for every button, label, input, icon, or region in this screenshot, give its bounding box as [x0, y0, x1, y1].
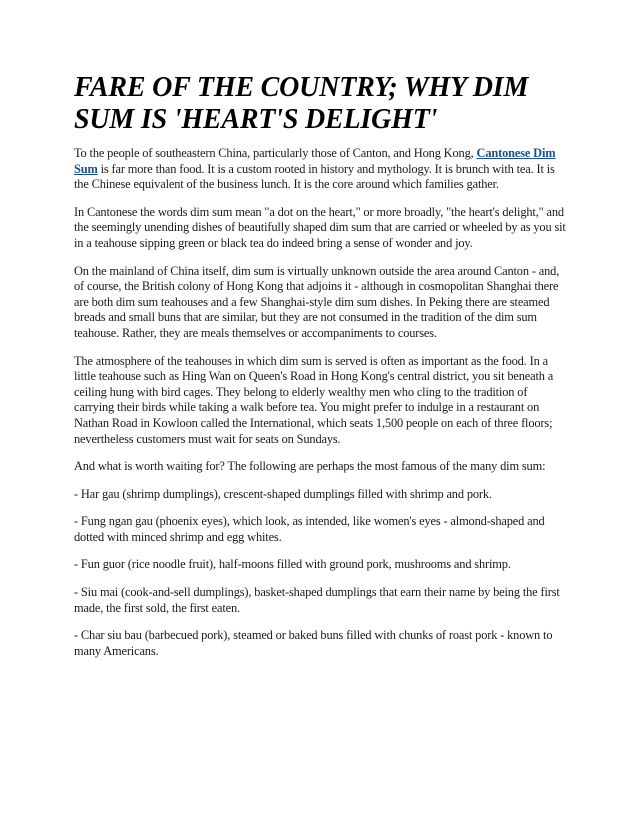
- list-item-har-gau: - Har gau (shrimp dumplings), crescent-shaped dumplings filled with shrimp and pork.: [74, 486, 492, 501]
- cantonese-dim-sum-link[interactable]: Cantonese Dim Sum: [74, 146, 556, 176]
- paragraph-atmosphere: The atmosphere of the teahouses in which dim sum is served is often as important as the food. In a little teahouse such as Hing Wan on Queen's Road in Hong Kong's central district, you sit beneath a ceiling hung with bird cages. They belong to elderly wealthy men who cling to the tradition of carrying their birds while taking a walk before tea. You might prefer to indulge in a restaurant on Nathan Road in Kowloon called the International, which seats 1,500 people on each of three floors; nevertheless customers must wait for seats on Sundays.: [74, 353, 554, 446]
- intro-paragraph: [74, 146, 570, 193]
- list-item-char-siu-bau: - Char siu bau (barbecued pork), steamed or baked buns filled with chunks of roast pork - known to many Americans.: [74, 628, 553, 658]
- paragraph-mainland: On the mainland of China itself, dim sum is virtually unknown outside the area around Canton - and, of course, the British colony of Hong Kong that adjoins it - although in cosmopolitan Shanghai there are both dim sum teahouses and a few Shanghai-style dim sum dishes. In Peking there are steamed breads and small buns that are similar, but they are not consumed in the tradition of the dim sum teahouse. Rather, they are meals themselves or accompaniments to courses.: [74, 263, 560, 340]
- intro-text-start: To the people of southeastern China, particularly those of Canton, and Hong Kong,: [74, 146, 477, 160]
- paragraph-meaning: In Cantonese the words dim sum mean "a dot on the heart," or more broadly, "the heart's delight," and the seemingly unending dishes of beautifully shaped dim sum that are carried or wheeled by as you sit in a teahouse sipping green or black tea do indeed bring a sense of wonder and joy.: [74, 204, 566, 250]
- article: [74, 72, 570, 671]
- list-item-siu-mai: - Siu mai (cook-and-sell dumplings), basket-shaped dumplings that earn their name by being the first made, the first sold, the first eaten.: [74, 585, 560, 615]
- list-item-fun-guor: - Fun guor (rice noodle fruit), half-moons filled with ground pork, mushrooms and shrimp.: [74, 557, 511, 572]
- intro-text-end: is far more than food. It is a custom rooted in history and mythology. It is brunch with tea. It is the Chinese equivalent of the business lunch. It is the core around which families gather.: [74, 161, 555, 192]
- list-item-fung-ngan-gau: - Fung ngan gau (phoenix eyes), which look, as intended, like women's eyes - almond-shaped and dotted with minced shrimp and egg whites.: [74, 514, 545, 544]
- article-title: FARE OF THE COUNTRY; WHY DIM SUM IS 'HEART'S DELIGHT': [74, 72, 529, 135]
- paragraph-worth-waiting: And what is worth waiting for? The following are perhaps the most famous of the many dim sum:: [74, 459, 546, 474]
